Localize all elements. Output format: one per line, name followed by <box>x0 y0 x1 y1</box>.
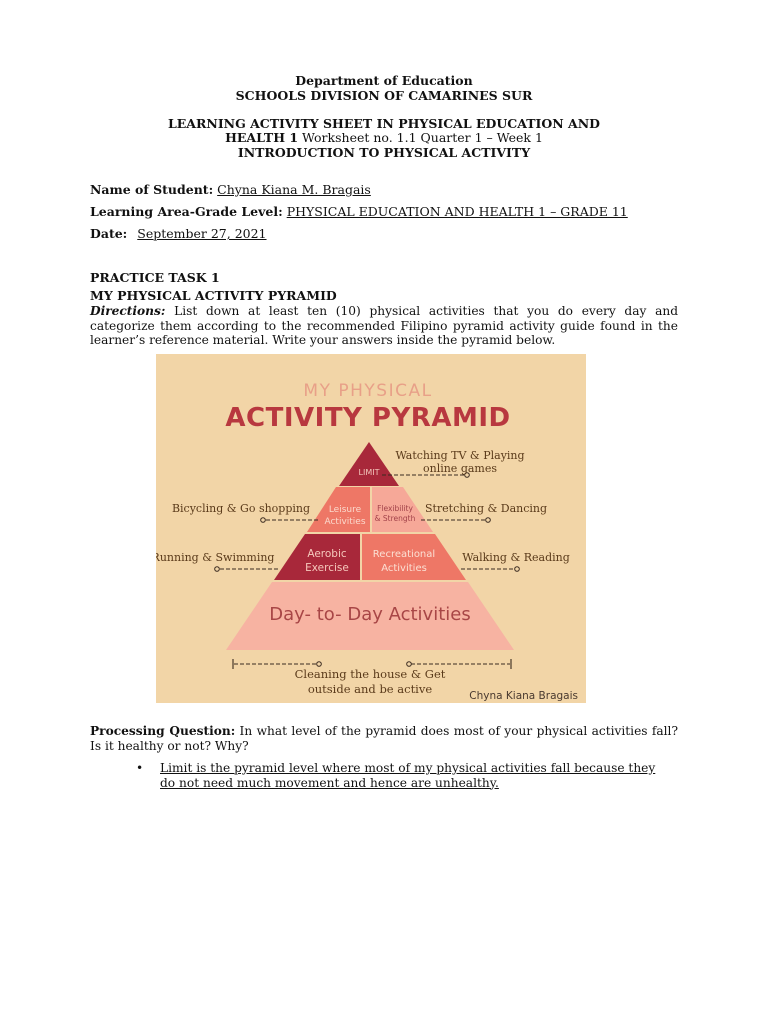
answer-limit-line2: online games <box>422 462 498 475</box>
level-limit-label: LIMIT <box>358 468 380 477</box>
student-name-field <box>90 182 371 197</box>
bullet-icon: • <box>136 761 144 775</box>
level-flex-label-2: & Strength <box>374 514 416 523</box>
level-leisure-label-1: Leisure <box>328 505 362 515</box>
pyramid-title-line2: ACTIVITY PYRAMID <box>225 403 511 433</box>
processing-answer-text: Limit is the pyramid level where most of my physical activities fall because they do not need much movement and hence are unhealthy. <box>160 761 656 790</box>
learning-area-field <box>90 204 628 219</box>
answer-base-line1: Cleaning the house & Get <box>294 667 446 681</box>
learning-area-value: PHYSICAL EDUCATION AND HEALTH 1 – GRADE 11 <box>286 204 628 219</box>
sheet-title-line1: LEARNING ACTIVITY SHEET IN PHYSICAL EDUCATION AND <box>167 116 601 131</box>
level-recreational-label-2: Activities <box>381 563 427 574</box>
practice-task-title: MY PHYSICAL ACTIVITY PYRAMID <box>90 288 337 303</box>
answer-limit-line1: Watching TV & Playing <box>395 449 525 462</box>
directions-label: Directions: <box>90 304 166 318</box>
learning-area-label: Learning Area-Grade Level: <box>90 204 283 219</box>
directions-text: List down at least ten (10) physical activities that you do every day and categorize them according to the recommended Filipino pyramid activity guide found in the learner’s reference material. Write your answers inside the pyramid below. <box>90 304 678 347</box>
processing-answer <box>136 761 670 790</box>
level-aerobic-label-1: Aerobic <box>307 548 347 560</box>
sheet-title-line3: INTRODUCTION TO PHYSICAL ACTIVITY <box>237 145 531 160</box>
processing-question <box>90 724 678 753</box>
level-leisure-label-2: Activities <box>324 517 366 527</box>
level-aerobic-label-2: Exercise <box>305 562 349 574</box>
pyramid-credit: Chyna Kiana Bragais <box>469 690 578 702</box>
date-label: Date: <box>90 226 128 241</box>
processing-question-text: In what level of the pyramid does most of your physical activities fall? Is it healthy or not? Why? <box>90 724 678 753</box>
answer-base-line2: outside and be active <box>307 682 433 696</box>
directions-paragraph <box>90 304 678 348</box>
answer-flexibility: Stretching & Dancing <box>424 502 548 515</box>
processing-question-label: Processing Question: <box>90 724 236 738</box>
pyramid-title-line1: MY PHYSICAL <box>303 381 433 401</box>
division-heading: SCHOOLS DIVISION OF CAMARINES SUR <box>235 88 533 103</box>
date-value: September 27, 2021 <box>137 226 267 241</box>
answer-leisure: Bicycling & Go shopping <box>171 502 311 515</box>
student-name-label: Name of Student: <box>90 182 214 197</box>
answer-recreational: Walking & Reading <box>462 551 570 564</box>
student-name-value: Chyna Kiana M. Bragais <box>217 182 371 197</box>
department-heading: Department of Education <box>295 73 473 88</box>
level-flex-label-1: Flexibility <box>377 504 413 513</box>
level-base-label: Day- to- Day Activities <box>269 604 471 625</box>
level-recreational-label-1: Recreational <box>372 549 436 560</box>
practice-task-label: PRACTICE TASK 1 <box>90 270 220 285</box>
sheet-title-line2: HEALTH 1 Worksheet no. 1.1 Quarter 1 – Week 1 <box>225 130 543 145</box>
answer-aerobic: Running & Swimming <box>156 551 275 564</box>
date-field <box>90 226 267 241</box>
activity-pyramid-image <box>156 354 586 703</box>
